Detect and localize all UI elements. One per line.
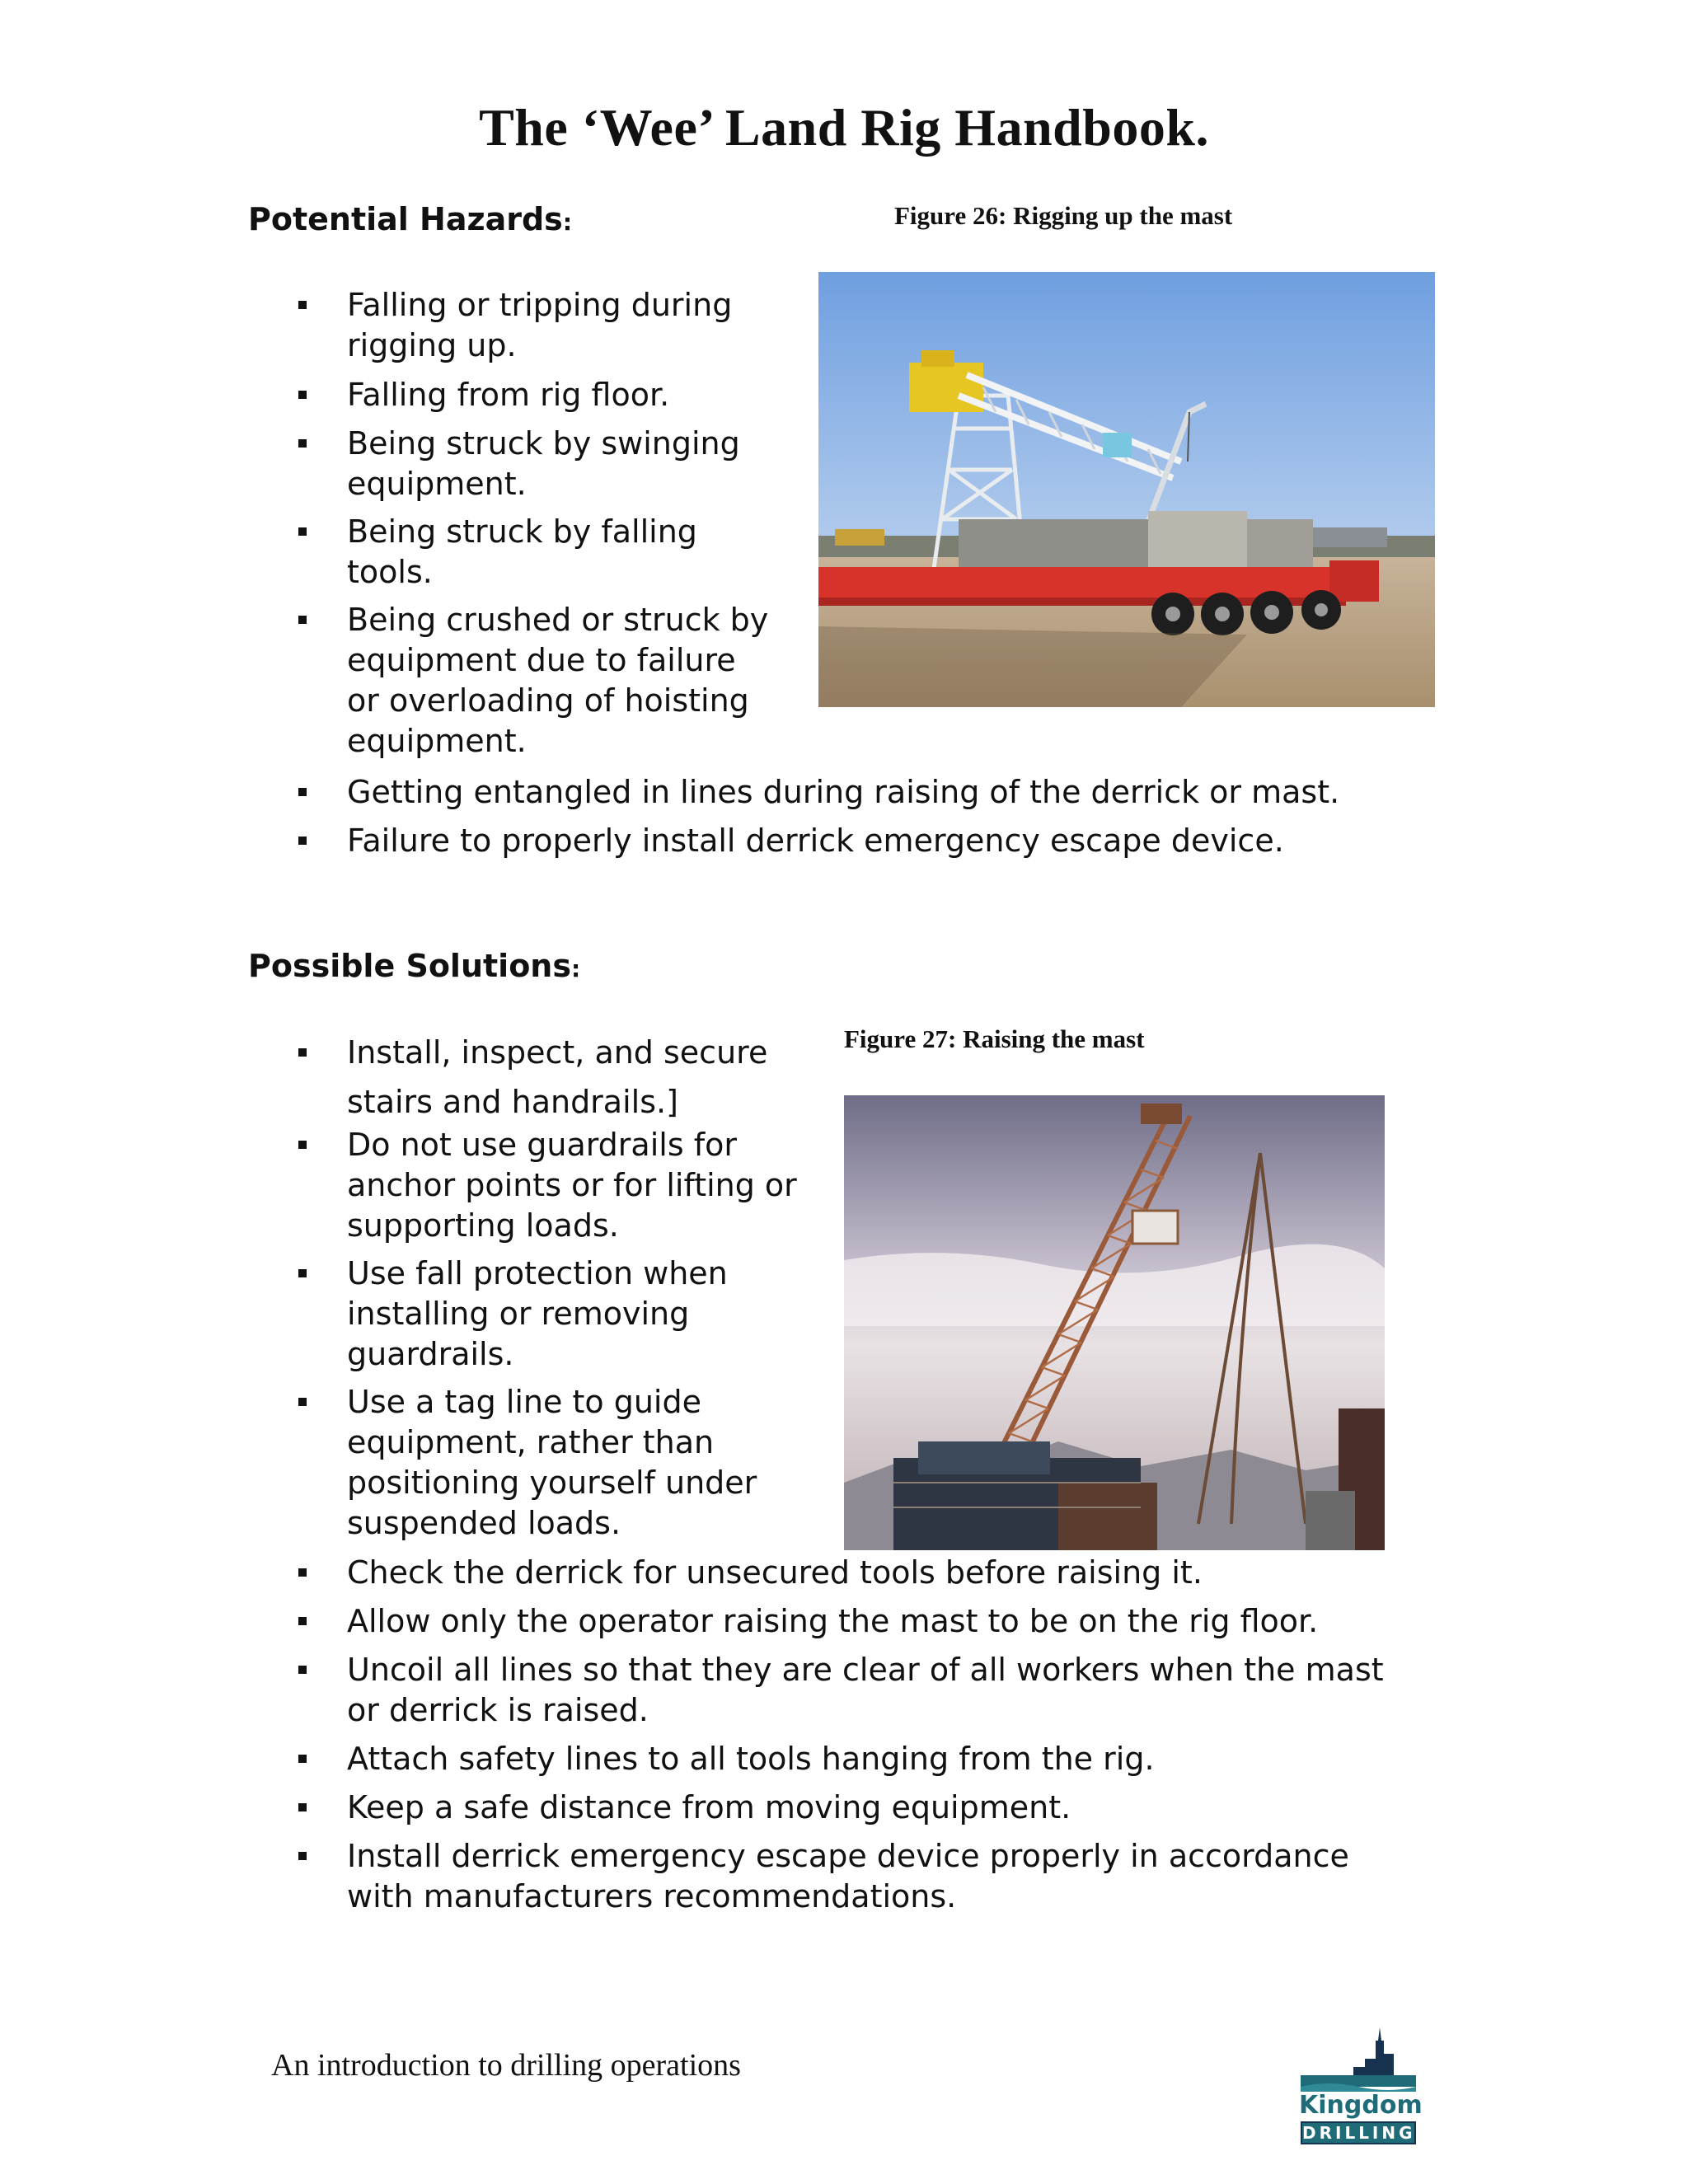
solution-item: Uncoil all lines so that they are clear of all workers when the mast or derrick is raised. (347, 1650, 1386, 1731)
solution-item: Attach safety lines to all tools hanging from the rig. (347, 1739, 1583, 1779)
hazard-item: Being struck by swinging equipment. (347, 424, 776, 504)
solution-item: Check the derrick for unsecured tools before raising it. (347, 1553, 1583, 1593)
hazard-item: Falling or tripping during rigging up. (347, 285, 776, 366)
bullet-icon (298, 439, 307, 448)
figure-26-caption: Figure 26: Rigging up the mast (894, 201, 1233, 230)
hazard-item: Failure to properly install derrick emergency escape device. (347, 821, 1583, 861)
page-title: The ‘Wee’ Land Rig Handbook. (479, 98, 1209, 157)
solution-item: Use fall protection when installing or removing guardrails. (347, 1254, 817, 1375)
hazards-heading-text: Potential Hazards (248, 201, 563, 237)
solution-item: Install, inspect, and secure stairs and handrails.] (347, 1028, 817, 1127)
bullet-icon (298, 1666, 307, 1674)
bullet-icon (298, 1269, 307, 1277)
hazard-item: Getting entangled in lines during raising of the derrick or mast. (347, 772, 1583, 813)
bullet-icon (298, 788, 307, 796)
bullet-icon (298, 1048, 307, 1057)
hazard-item: Falling from rig floor. (347, 375, 776, 415)
bullet-icon (298, 1755, 307, 1763)
bullet-icon (298, 1141, 307, 1149)
bullet-icon (298, 837, 307, 845)
solution-item: Keep a safe distance from moving equipment. (347, 1788, 1583, 1828)
bullet-icon (298, 616, 307, 624)
hazards-heading (248, 201, 572, 237)
footer-text: An introduction to drilling operations (271, 2048, 741, 2083)
bullet-icon (298, 1617, 307, 1625)
bullet-icon (298, 527, 307, 536)
solution-item: Allow only the operator raising the mast to be on the rig floor. (347, 1601, 1583, 1642)
solutions-heading-text: Possible Solutions (248, 948, 571, 984)
bullet-icon (298, 301, 307, 309)
solutions-heading-colon: : (570, 955, 581, 982)
figure-27-caption: Figure 27: Raising the mast (844, 1024, 1145, 1053)
logo-kingdom-text: Kingdom (1299, 2091, 1423, 2120)
logo-drilling-text: DRILLING (1302, 2123, 1416, 2143)
bullet-icon (298, 391, 307, 399)
figure-26-image (818, 272, 1435, 707)
hazard-item: Being crushed or struck by equipment due to failure or overloading of hoisting equipment. (347, 600, 776, 762)
figure-27-image (844, 1095, 1385, 1550)
bullet-icon (298, 1852, 307, 1860)
solution-item: Install derrick emergency escape device properly in accordance with manufacturers recommendations. (347, 1836, 1418, 1917)
kingdom-drilling-logo (1299, 2026, 1423, 2148)
bullet-icon (298, 1568, 307, 1577)
solutions-heading (248, 948, 580, 984)
hazards-heading-colon: : (562, 209, 573, 236)
hazard-item: Being struck by falling tools. (347, 512, 776, 593)
solution-item: Do not use guardrails for anchor points or for lifting or supporting loads. (347, 1125, 817, 1246)
bullet-icon (298, 1398, 307, 1406)
bullet-icon (298, 1803, 307, 1811)
solution-item: Use a tag line to guide equipment, rather than positioning yourself under suspended loads. (347, 1382, 817, 1544)
